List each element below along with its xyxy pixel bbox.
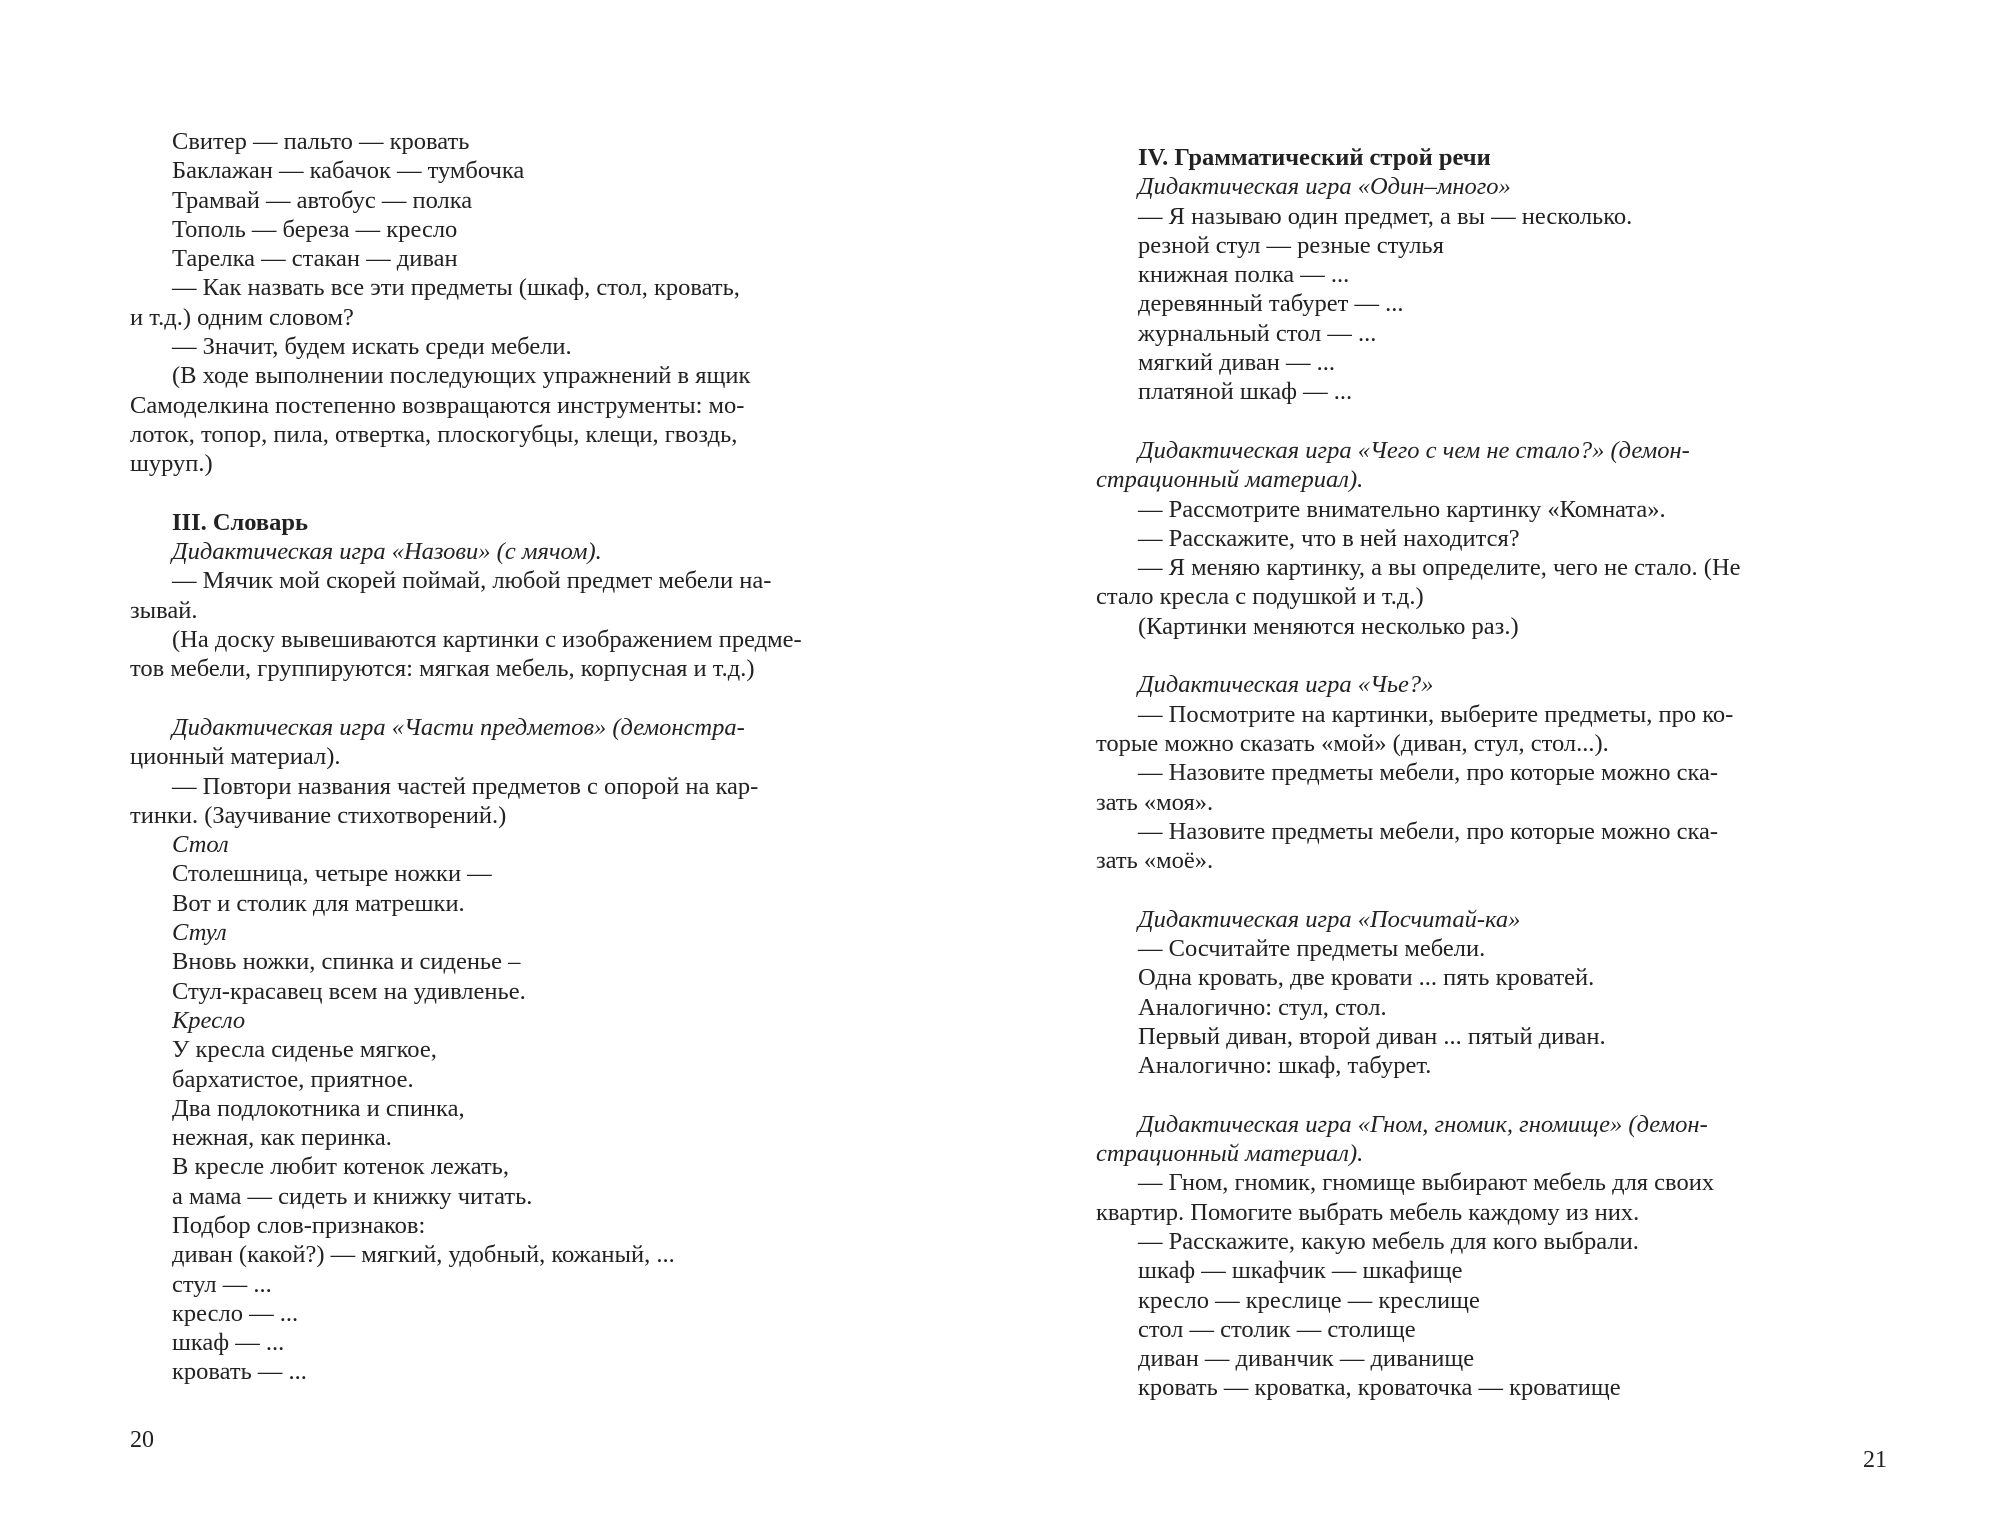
text-line: — Значит, будем искать среди мебели. bbox=[172, 333, 572, 361]
text-line: Вновь ножки, спинка и сиденье – bbox=[172, 948, 521, 976]
text-line: — Как назвать все эти предметы (шкаф, стол, кровать, bbox=[172, 274, 740, 302]
page-number-right: 21 bbox=[1863, 1447, 1887, 1473]
italic-line: страционный материал). bbox=[1096, 466, 1364, 494]
text-line: — Расскажите, какую мебель для кого выбрали. bbox=[1138, 1227, 1639, 1255]
text-line: Вот и столик для матрешки. bbox=[172, 889, 465, 917]
paragraph-gap bbox=[1096, 875, 1886, 904]
text-line: Тополь — береза — кресло bbox=[172, 215, 458, 243]
text-line: Баклажан — кабачок — тумбочка bbox=[172, 157, 525, 185]
paragraph-gap bbox=[1096, 1081, 1886, 1110]
right-page-text bbox=[1096, 143, 1886, 1403]
text-line: (В ходе выполнении последующих упражнений в ящик bbox=[172, 362, 751, 390]
text-line: Аналогично: шкаф, табурет. bbox=[1138, 1052, 1432, 1080]
text-line: кровать — ... bbox=[172, 1358, 307, 1386]
text-line: зать «моя». bbox=[1096, 788, 1214, 816]
text-line: — Я меняю картинку, а вы определите, чего не стало. (Не bbox=[1138, 554, 1741, 582]
text-line: торые можно сказать «мой» (диван, стул, стол...). bbox=[1096, 729, 1609, 757]
text-line: (Картинки меняются несколько раз.) bbox=[1138, 612, 1519, 640]
text-line: диван — диванчик — диванище bbox=[1138, 1345, 1475, 1373]
text-line: кресло — креслице — креслище bbox=[1138, 1286, 1480, 1314]
italic-line: Стол bbox=[172, 831, 229, 859]
text-line: ционный материал). bbox=[130, 743, 341, 771]
section-heading: IV. Грамматический строй речи bbox=[1138, 144, 1491, 171]
text-line: нежная, как перинка. bbox=[172, 1124, 392, 1152]
text-line: тинки. (Заучивание стихотворений.) bbox=[130, 801, 507, 829]
text-line: Свитер — пальто — кровать bbox=[172, 128, 470, 155]
text-line: мягкий диван — ... bbox=[1138, 349, 1336, 377]
text-line: шкаф — ... bbox=[172, 1329, 285, 1357]
paragraph-gap bbox=[130, 684, 910, 713]
text-line: шуруп.) bbox=[130, 450, 213, 478]
text-line: Самоделкина постепенно возвращаются инструменты: мо- bbox=[130, 391, 745, 419]
text-line: — Мячик мой скорей поймай, любой предмет мебели на- bbox=[172, 567, 772, 595]
text-line: стул — ... bbox=[172, 1270, 272, 1298]
italic-line: Стул bbox=[172, 919, 227, 947]
text-line: шкаф — шкафчик — шкафище bbox=[1138, 1257, 1463, 1285]
italic-line: Кресло bbox=[172, 1006, 246, 1034]
left-page-text bbox=[130, 127, 910, 1387]
text-line: Подбор слов-признаков: bbox=[172, 1211, 426, 1239]
text-line: В кресле любит котенок лежать, bbox=[172, 1153, 509, 1181]
text-line: Стул-красавец всем на удивленье. bbox=[172, 977, 526, 1005]
text-line: и т.д.) одним словом? bbox=[130, 303, 354, 331]
text-line: — Посмотрите на картинки, выберите предметы, про ко- bbox=[1138, 700, 1734, 728]
text-line: стало кресла с подушкой и т.д.) bbox=[1096, 583, 1424, 611]
text-line: книжная полка — ... bbox=[1138, 261, 1350, 289]
text-line: кровать — кроватка, кроваточка — кроватище bbox=[1138, 1374, 1621, 1402]
text-line: Столешница, четыре ножки — bbox=[172, 860, 492, 888]
right-page bbox=[1000, 0, 2000, 1513]
text-line: резной стул — резные стулья bbox=[1138, 231, 1444, 259]
text-line: (На доску вывешиваются картинки с изображением предме- bbox=[172, 626, 802, 654]
text-line: кресло — ... bbox=[172, 1299, 299, 1327]
text-line: Трамвай — автобус — полка bbox=[172, 186, 473, 214]
italic-line: страционный материал). bbox=[1096, 1140, 1364, 1168]
italic-line: Дидактическая игра «Назови» (с мячом). bbox=[172, 538, 602, 566]
page-number-left: 20 bbox=[130, 1427, 154, 1453]
text-line: зывай. bbox=[130, 596, 198, 624]
text-line: — Назовите предметы мебели, про которые можно ска- bbox=[1138, 759, 1719, 787]
section-heading: III. Словарь bbox=[172, 508, 308, 536]
text-line: У кресла сиденье мягкое, bbox=[172, 1036, 437, 1064]
text-line: — Гном, гномик, гномище выбирают мебель для своих bbox=[1138, 1169, 1715, 1197]
text-line: лоток, топор, пила, отвертка, плоскогубцы, клещи, гвоздь, bbox=[130, 420, 738, 448]
italic-line: Дидактическая игра «Части предметов» (демонстра- bbox=[172, 713, 745, 741]
text-line: зать «моё». bbox=[1096, 847, 1214, 875]
text-line: тов мебели, группируются: мягкая мебель, корпусная и т.д.) bbox=[130, 655, 755, 683]
italic-line: Дидактическая игра «Гном, гномик, гномище» (демон- bbox=[1138, 1110, 1708, 1138]
text-line: Первый диван, второй диван ... пятый диван. bbox=[1138, 1022, 1606, 1050]
text-line: диван (какой?) — мягкий, удобный, кожаный, ... bbox=[172, 1241, 675, 1269]
text-line: стол — столик — столище bbox=[1138, 1315, 1416, 1343]
text-line: бархатистое, приятное. bbox=[172, 1065, 414, 1093]
text-line: Аналогично: стул, стол. bbox=[1138, 993, 1387, 1021]
paragraph-gap bbox=[130, 479, 910, 508]
text-line: — Я называю один предмет, а вы — несколько. bbox=[1138, 202, 1633, 230]
text-line: а мама — сидеть и книжку читать. bbox=[172, 1182, 533, 1210]
text-line: деревянный табурет — ... bbox=[1138, 290, 1404, 318]
text-line: — Повтори названия частей предметов с опорой на кар- bbox=[172, 772, 759, 800]
text-line: журнальный стол — ... bbox=[1138, 319, 1377, 347]
italic-line: Дидактическая игра «Чего с чем не стало?» (демон- bbox=[1138, 436, 1690, 464]
text-line: Тарелка — стакан — диван bbox=[172, 245, 458, 273]
paragraph-gap bbox=[1096, 641, 1886, 670]
italic-line: Дидактическая игра «Один–много» bbox=[1138, 173, 1511, 201]
text-line: квартир. Помогите выбрать мебель каждому из них. bbox=[1096, 1198, 1640, 1226]
text-line: платяной шкаф — ... bbox=[1138, 378, 1353, 406]
paragraph-gap bbox=[1096, 407, 1886, 436]
text-line: — Назовите предметы мебели, про которые можно ска- bbox=[1138, 817, 1719, 845]
text-line: Два подлокотника и спинка, bbox=[172, 1094, 465, 1122]
italic-line: Дидактическая игра «Чье?» bbox=[1138, 671, 1434, 699]
italic-line: Дидактическая игра «Посчитай-ка» bbox=[1138, 905, 1521, 933]
text-line: — Расскажите, что в ней находится? bbox=[1138, 524, 1520, 552]
text-line: Одна кровать, две кровати ... пять кроватей. bbox=[1138, 964, 1595, 992]
text-line: — Сосчитайте предметы мебели. bbox=[1138, 935, 1486, 963]
text-line: — Рассмотрите внимательно картинку «Комната». bbox=[1138, 495, 1666, 523]
